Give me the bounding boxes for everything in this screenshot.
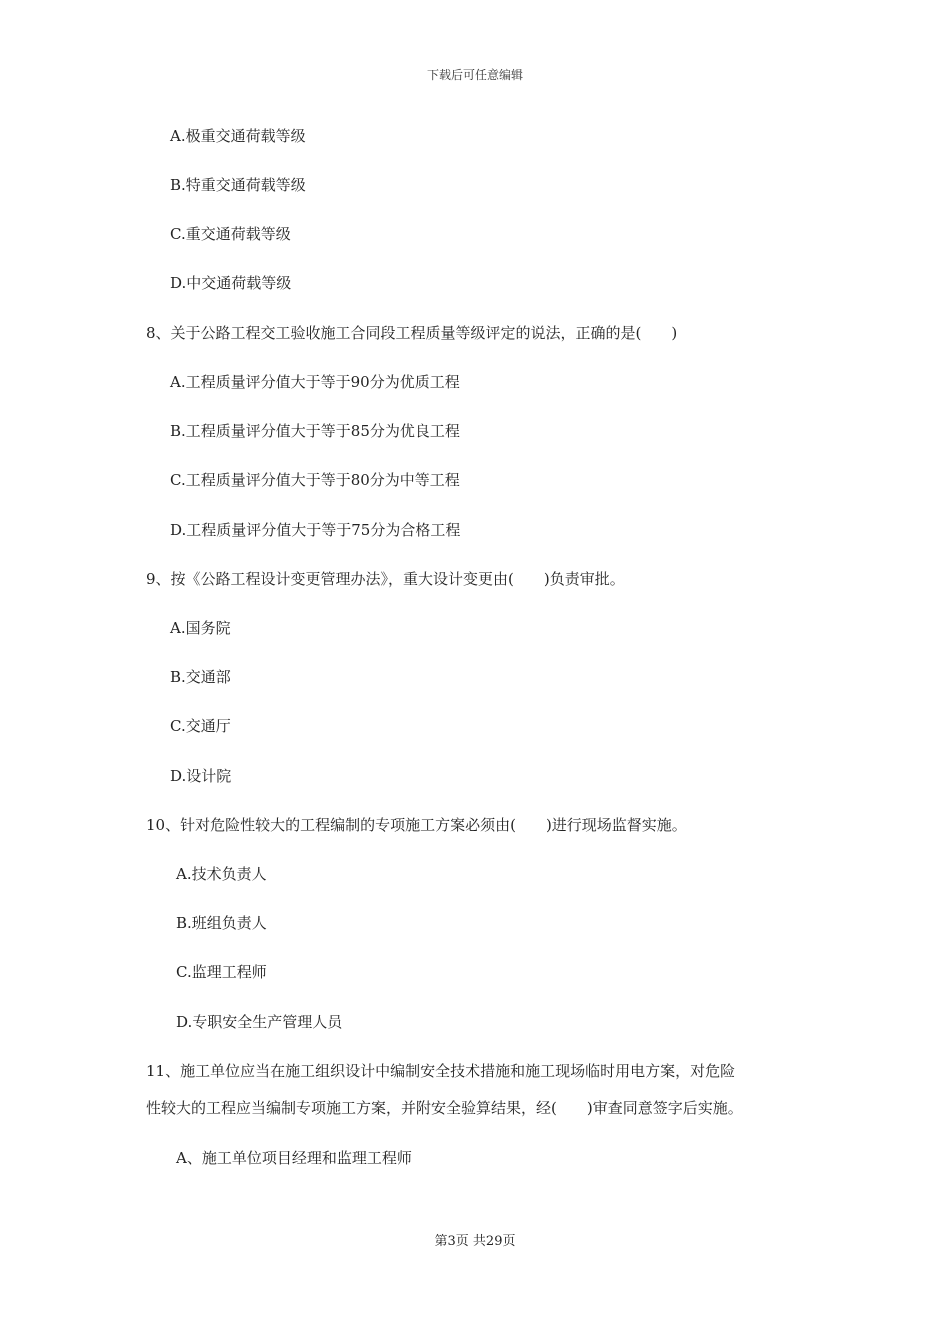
q8-option-c: C.工程质量评分值大于等于80分为中等工程 [170, 471, 460, 489]
q8-option-a: A.工程质量评分值大于等于90分为优质工程 [170, 373, 460, 391]
q9-option-d: D.设计院 [170, 767, 232, 785]
q10-stem: 10、针对危险性较大的工程编制的专项施工方案必须由( )进行现场监督实施。 [146, 816, 687, 834]
page-header: 下载后可任意编辑 [426, 68, 523, 82]
q7-option-c: C.重交通荷载等级 [170, 225, 291, 243]
q8-option-b: B.工程质量评分值大于等于85分为优良工程 [170, 422, 460, 440]
page-footer: 第3页 共29页 [434, 1234, 516, 1249]
q9-stem: 9、按《公路工程设计变更管理办法》，重大设计变更由( )负责审批。 [146, 570, 625, 588]
q7-option-d: D.中交通荷载等级 [170, 274, 292, 292]
q11-stem-line1: 11、施工单位应当在施工组织设计中编制安全技术措施和施工现场临时用电方案，对危险 [146, 1062, 736, 1080]
q10-option-b: B.班组负责人 [176, 914, 267, 932]
q8-stem: 8、关于公路工程交工验收施工合同段工程质量等级评定的说法，正确的是( ) [146, 324, 678, 342]
q10-option-d: D.专职安全生产管理人员 [176, 1013, 343, 1031]
q11-option-a: A、施工单位项目经理和监理工程师 [176, 1149, 412, 1167]
q9-option-a: A.国务院 [170, 619, 231, 637]
q10-option-a: A.技术负责人 [176, 865, 267, 883]
q7-option-a: A.极重交通荷载等级 [170, 127, 306, 145]
q9-option-c: C.交通厅 [170, 717, 231, 735]
q10-option-c: C.监理工程师 [176, 963, 267, 981]
q11-stem-line2: 性较大的工程应当编制专项施工方案，并附安全验算结果，经( )审查同意签字后实施。 [146, 1099, 743, 1117]
q9-option-b: B.交通部 [170, 668, 231, 686]
q7-option-b: B.特重交通荷载等级 [170, 176, 306, 194]
q8-option-d: D.工程质量评分值大于等于75分为合格工程 [170, 521, 461, 539]
